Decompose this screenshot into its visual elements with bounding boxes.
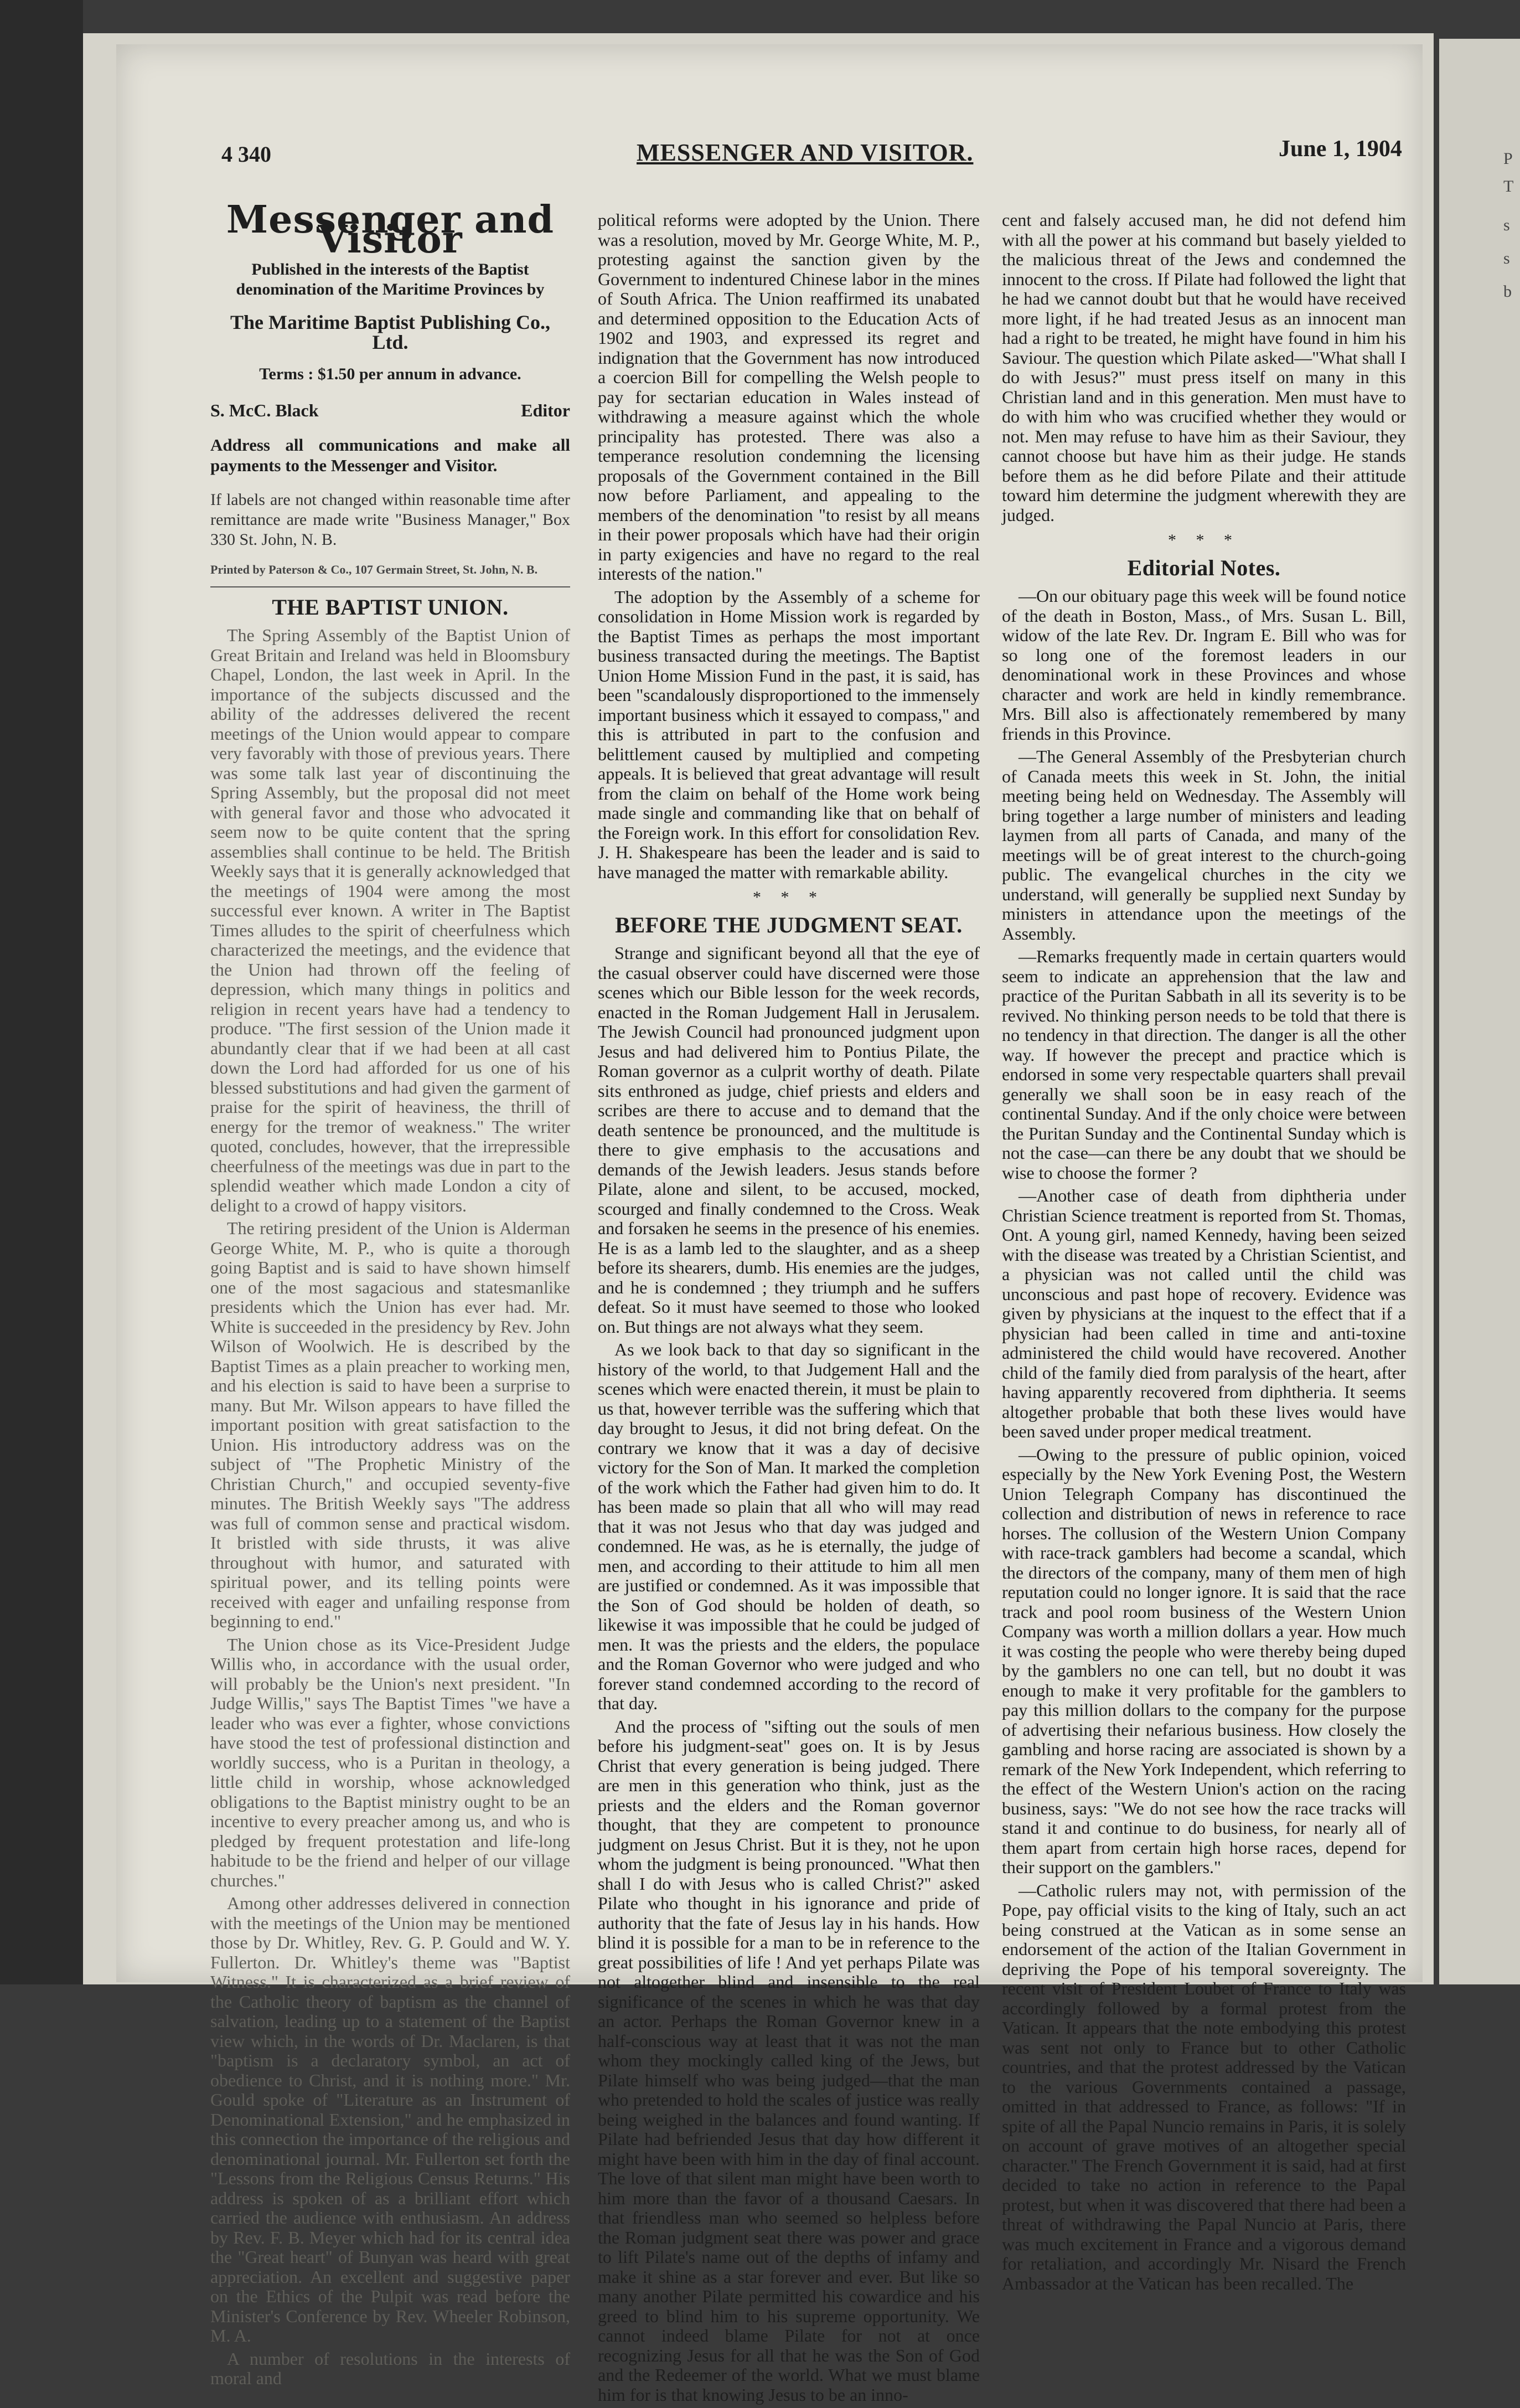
paragraph: cent and falsely accused man, he did not defend him with all the power at his command but basely yielded to the malicious threat of the Jews and condemned the innocent to the cross. If Pilate had followed the light that he had we cannot doubt but that he would have received more light, if he had treated Jesus as an innocent man had a right to be treated, he might have found in him his Saviour. The question which Pilate asked—"What shall I do with Jesus?" must press itself on many in this Christian land and in this generation. Men must have to do with him who was crucified whether they would or not. Men may refuse to have him as their Saviour, they cannot choose but have him as their judge. He stands before them as he did before Pilate and their attitude toward him determine the judgment wherewith they are judged. bbox=[1002, 210, 1406, 525]
scanner-edge bbox=[0, 0, 83, 1984]
paragraph: —Owing to the pressure of public opinion, voiced especially by the New York Evening Post, the Western Union Telegraph Company has discontinued the collection and distribution of news in reference to race horses. The collusion of the Western Union Company with race-track gamblers had become a scandal, which the directors of the company, many of them men of high reputation could no longer ignore. It is said that the race track and pool room business of the Western Union Company was worth a million dollars a year. How much it was costing the people who were thereby being duped by the gamblers no one can tell, but no doubt it was enough to make it very profitable for the gamblers to pay this million dollars to the company for the purpose of advertising their nefarious business. How closely the gambling and horse racing are associated is shown by a remark of the New York Independent, which referring to the effect of the Western Union's action on the racing business, says: "We do not see how the race tracks will stand it and continue to do business, for nearly all of them apart from certain high horse races, depend for their support on the gamblers." bbox=[1002, 1444, 1406, 1877]
section-divider-stars: * * * bbox=[753, 888, 825, 906]
masthead-terms: Terms : $1.50 per annum in advance. bbox=[259, 365, 521, 383]
adjacent-page-edge bbox=[1439, 39, 1520, 1984]
masthead-published-line: Published in the interests of the Baptist denomination of the Maritime Provinces by bbox=[236, 260, 545, 298]
paragraph: As we look back to that day so significant in the history of the world, to that Judgement Hall and the scenes which were enacted therein, it must be plain to us that, however terrible was the suffering which that day brought to Jesus, it did not bring defeat. On the contrary we know that it was a day of decisive victory for the Son of Man. It marked the completion of the work which the Father had given him to do. It has been made so plain that all who will may read that it was not Jesus who that day was judged and condemned. He was, as he is eternally, the judge of men, and according to their attitude to him all men are justified or condemned. As it was impossible that the Son of God should be holden of death, so likewise it was impossible that he could be judged of men. It was the priests and the elders, the populace and the Roman Governor who were judged and who forever stand condemned according to the record of that day. bbox=[598, 1339, 980, 1713]
masthead-title: Messenger and Visitor bbox=[226, 198, 555, 262]
printer-line: Printed by Paterson & Co., 107 Germain Street, St. John, N. B. bbox=[210, 563, 538, 576]
paragraph: —Another case of death from diphtheria under Christian Science treatment is reported from St. Thomas, Ont. A young girl, named Kennedy, having been seized with the disease was treated by a Christian Scientist, and a physician was not called until the child was unconscious and past hope of recovery. Evidence was given by physicians at the inquest to the effect that if a physician had been called in time and anti-toxine administered the child would have recovered. Another child of the family died from paralysis of the heart, after having apparently recovered from diphtheria. It seems altogether probable that both these lives would have been saved under proper medical treatment. bbox=[1002, 1185, 1406, 1441]
editor-line bbox=[210, 401, 570, 421]
running-head: MESSENGER AND VISITOR. bbox=[637, 139, 974, 166]
masthead-publisher: The Maritime Baptist Publishing Co., Ltd. bbox=[230, 311, 551, 353]
issue-date: June 1, 1904 bbox=[1279, 136, 1402, 162]
paragraph: Among other addresses delivered in connection with the meetings of the Union may be mentioned those by Dr. Whitley, Rev. G. P. Gould and W. Y. Fullerton. Dr. Whitley's theme was "Baptist Witness." It is characterized as a brief review of the Catholic theory of baptism as the channel of salvation, leading up to a statement of the Baptist view which, in the words of Dr. Maclaren, is that "baptism is a declaratory symbol, an act of obedience to Christ, and it is nothing more." Mr. Gould spoke of "Literature as an Instrument of Denominational Extension," and he emphasized in this connection the importance of the religious and denominational journal. Mr. Fullerton set forth the "Lessons from the Religious Census Returns." His address is spoken of as a brilliant effort which carried the audience with enthusiasm. An address by Rev. F. B. Meyer which had for its central idea the "Great heart" of Bunyan was heard with great appreciation. An excellent and suggestive paper on the Ethics of the Pulpit was read before the Minister's Conference by Rev. Wheeler Robinson, M. A. bbox=[210, 1893, 570, 2345]
article-heading-editorial-notes: Editorial Notes. bbox=[1127, 555, 1281, 580]
adjacent-page-fragment: s bbox=[1503, 249, 1510, 267]
paragraph: The retiring president of the Union is Alderman George White, M. P., who is quite a thorough going Baptist and is said to have shown himself one of the most sagacious and statesmanlike presidents which the Union has ever had. Mr. White is succeeded in the presidency by Rev. John Wilson of Woolwich. He is described by the Baptist Times as a plain preacher to working men, and his election is said to have been a surprise to many. But Mr. Wilson appears to have filled the important position with great satisfaction to the Union. His introductory address was on the subject of "The Prophetic Ministry of the Christian Church," and occupied seventy-five minutes. The British Weekly says "The address was full of common sense and practical wisdom. It bristled with side thrusts, it was alive throughout with humor, and saturated with spiritual power, and its telling points were received with eager and unfailing response from beginning to end." bbox=[210, 1218, 570, 1631]
article-heading-baptist-union: THE BAPTIST UNION. bbox=[272, 594, 509, 620]
address-note: Address all communications and make all payments to the Messenger and Visitor. bbox=[210, 435, 570, 475]
paragraph: And the process of "sifting out the souls of men before his judgment-seat" goes on. It is by Jesus Christ that every generation is being judged. There are men in this generation who think, just as the priests and the elders and the Roman governor thought, that they are competent to pronounce judgment on Jesus Christ. But it is they, not he upon whom the judgment is being pronounced. "What then shall I do with Jesus who is called Christ?" asked Pilate who thought in his ignorance and pride of authority that the fate of Jesus lay in his hands. How blind it is possible for a man to be in reference to the great possibilities of life ! And yet perhaps Pilate was not altogether blind and insensible to the real significance of the scenes in which he was that day an actor. Perhaps the Roman Governor knew in a half-conscious way at least that it was not the man whom they mockingly called king of the Jews, but Pilate himself who was being judged—that the man who pretended to hold the scales of justice was really being weighed in the balances and found wanting. If Pilate had befriended Jesus that day how different it might have been with him in the day of final account. The love of that silent man might have been worth to him more than the favor of a thousand Caesars. In that friendless man who seemed so helpless before the Roman judgment seat there was power and grace to lift Pilate's name out of the depths of infamy and make it shine as a star forever and ever. But like so many another Pilate permitted his cowardice and his greed to blind him to his supreme opportunity. We cannot indeed blame Pilate for not at once recognizing Jesus for all that he was the Son of God and the Redeemer of the world. What we must blame him for is that knowing Jesus to be an inno- bbox=[598, 1716, 980, 2405]
page-number: 4 340 bbox=[221, 142, 271, 167]
adjacent-page-fragment: T bbox=[1503, 177, 1514, 195]
adjacent-page-fragment: P bbox=[1503, 149, 1513, 168]
column-right bbox=[1002, 210, 1406, 2297]
paragraph: The adoption by the Assembly of a scheme for consolidation in Home Mission work is regarded by the Baptist Times as perhaps the most important business transacted during the meetings. The Baptist Union Home Mission Fund in the past, it is said, has been "scandalously disproportioned to the immensely important business which it essayed to compass," and this is attributed in part to the confusion and belittlement caused by multiplied and competing appeals. It is believed that great advantage will result from the claim on behalf of the Home work being made single and commanding like that on behalf of the Foreign work. In this effort for consolidation Rev. J. H. Shakespeare has been the leader and is said to have managed the matter with remarkable ability. bbox=[598, 586, 980, 882]
paragraph: —Remarks frequently made in certain quarters would seem to indicate an apprehension that the law and practice of the Puritan Sabbath in all its severity is to be revived. No thinking person needs to be told that there is no tendency in that direction. The danger is all the other way. If however the precept and practice which is endorsed in some very respectable quarters shall prevail generally we shall soon be in easy reach of the continental Sunday. And if the only choice were between the Puritan Sunday and the Continental Sunday which is not the case—can there be any doubt that we should be wise to choose the former ? bbox=[1002, 946, 1406, 1183]
column-center bbox=[598, 210, 980, 2408]
paragraph: The Union chose as its Vice-President Judge Willis who, in accordance with the usual order, will probably be the Union's next president. "In Judge Willis," says The Baptist Times "we have a leader who was ever a fighter, whose convictions have stood the test of professional distinction and worldly success, who is a Puritan in theology, a little child in worship, whose acknowledged obligations to the Baptist ministry ought to be an incentive to every preacher among us, and who is pledged by frequent protestation and life-long habitude to be the friend and helper of our village churches." bbox=[210, 1634, 570, 1890]
paragraph: —The General Assembly of the Presbyterian church of Canada meets this week in St. John, the initial meeting being held on Wednesday. The Assembly will bring together a large number of ministers and leading laymen from all parts of Canada, and many of the meetings will be of great interest to the church-going public. The evangelical churches in the city we understand, will generally be supplied next Sunday by ministers in attendance upon the meetings of the Assembly. bbox=[1002, 746, 1406, 943]
editor-label: Editor bbox=[521, 400, 570, 420]
labels-note: If labels are not changed within reasonable time after remittance are made write "Business Manager," Box 330 St. John, N. B. bbox=[210, 491, 570, 549]
editor-name: S. McC. Black bbox=[210, 400, 319, 420]
article-body-baptist-union bbox=[210, 626, 570, 2389]
column-left bbox=[210, 198, 570, 2392]
newspaper-page bbox=[116, 44, 1423, 2405]
section-divider-stars: * * * bbox=[1168, 531, 1240, 549]
paragraph: political reforms were adopted by the Union. There was a resolution, moved by Mr. George White, M. P., protesting against the sanction given by the Government to indentured Chinese labor in the mines of South Africa. The Union reaffirmed its unabated and determined opposition to the Education Acts of 1902 and 1903, and expressed its regret and indignation that the Government has now introduced a coercion Bill for compelling the Welsh people to pay for sectarian education in Wales instead of withdrawing a measure against which the whole principality has protested. There was also a temperance resolution condemning the licensing proposals of the Government contained in the Bill now before Parliament, and appealing to the members of the denomination "to resist by all means in their power proposals which have had their origin in party exigencies and have no regard to the real interests of the nation." bbox=[598, 210, 980, 584]
adjacent-page-fragment: b bbox=[1503, 282, 1512, 301]
paragraph: —On our obituary page this week will be found notice of the death in Boston, Mass., of Mrs. Susan L. Bill, widow of the late Rev. Dr. Ingram E. Bill who was for so long one of the foremost leaders in our denominational work in these Provinces and whose character and work are held in kindly remembrance. Mrs. Bill also is affectionately remembered by many friends in this Province. bbox=[1002, 586, 1406, 744]
paragraph: The Spring Assembly of the Baptist Union of Great Britain and Ireland was held in Bloomsbury Chapel, London, the last week in April. In the importance of the subjects discussed and the ability of the addresses delivered the recent meetings of the Union would appear to compare very favorably with those of previous years. There was some talk last year of discontinuing the Spring Assembly, but the proposal did not meet with general favor and those who advocated it seem now to be quite content that the spring assemblies shall continue to be held. The British Weekly says that it is generally acknowledged that the meetings of 1904 were among the most successful ever known. A writer in The Baptist Times alludes to the spirit of cheerfulness which characterized the meetings, and the evidence that the Union had thrown off the feeling of depression, which many things in politics and religion in recent years have had a tendency to produce. "The first session of the Union made it abundantly clear that if we had been at all cast down the Lord had afforded for us one of his blessed substitutions and had given the garment of praise for the spirit of heaviness, the thrill of energy for the tremor of weakness." The writer quoted, concludes, however, that the irrepressible cheerfulness of the meetings was due in part to the splendid weather which made London a city of delight to a crowd of happy visitors. bbox=[210, 625, 570, 1215]
paragraph: —Catholic rulers may not, with permission of the Pope, pay official visits to the king of Italy, such an act being construed at the Vatican as in some sense an endorsement of the action of the Italian Government in depriving the Pope of his temporal sovereignty. The recent visit of President Loubet of France to Italy was accordingly followed by a formal protest from the Vatican. It appears that the note embodying this protest was sent not only to France but to other Catholic countries, and that the protest addressed by the Vatican to the various Governments contained a passage, omitted in that addressed to France, as follows: "If in spite of all the Papal Nuncio remains in Paris, it is solely on account of grave motives of an altogether special character." The French Government it is said, had at first decided to take no action in reference to the Papal protest, but when it was discovered that there had been a threat of withdrawing the Papal Nuncio at Paris, there was much excitement in France and a vigorous demand for retaliation, and accordingly Mr. Nisard the French Ambassador at the Vatican has been recalled. The bbox=[1002, 1880, 1406, 2293]
paragraph: A number of resolutions in the interests of moral and bbox=[210, 2348, 570, 2388]
divider-rule bbox=[210, 586, 570, 587]
paragraph: Strange and significant beyond all that the eye of the casual observer could have discerned were those scenes which our Bible lesson for the week records, enacted in the Roman Judgement Hall in Jerusalem. The Jewish Council had pronounced judgment upon Jesus and had delivered him to Pontius Pilate, the Roman governor as a culprit worthy of death. Pilate sits enthroned as judge, chief priests and elders and scribes are there to accuse and to demand that the death sentence be pronounced, and the multitude is there to give emphasis to the accusations and demands of the Jewish leaders. Jesus stands before Pilate, alone and silent, to be accused, mocked, scourged and finally condemned to the Cross. Weak and forsaken he seems in the presence of his enemies. He is as a lamb led to the slaughter, and as a sheep before its shearers, dumb. His enemies are the judges, and he is condemned ; they triumph and he suffers defeat. So it must have seemed to those who looked on. But things are not always what they seem. bbox=[598, 943, 980, 1337]
article-heading-judgment-seat: BEFORE THE JUDGMENT SEAT. bbox=[615, 912, 963, 937]
adjacent-page-fragment: s bbox=[1503, 216, 1510, 234]
